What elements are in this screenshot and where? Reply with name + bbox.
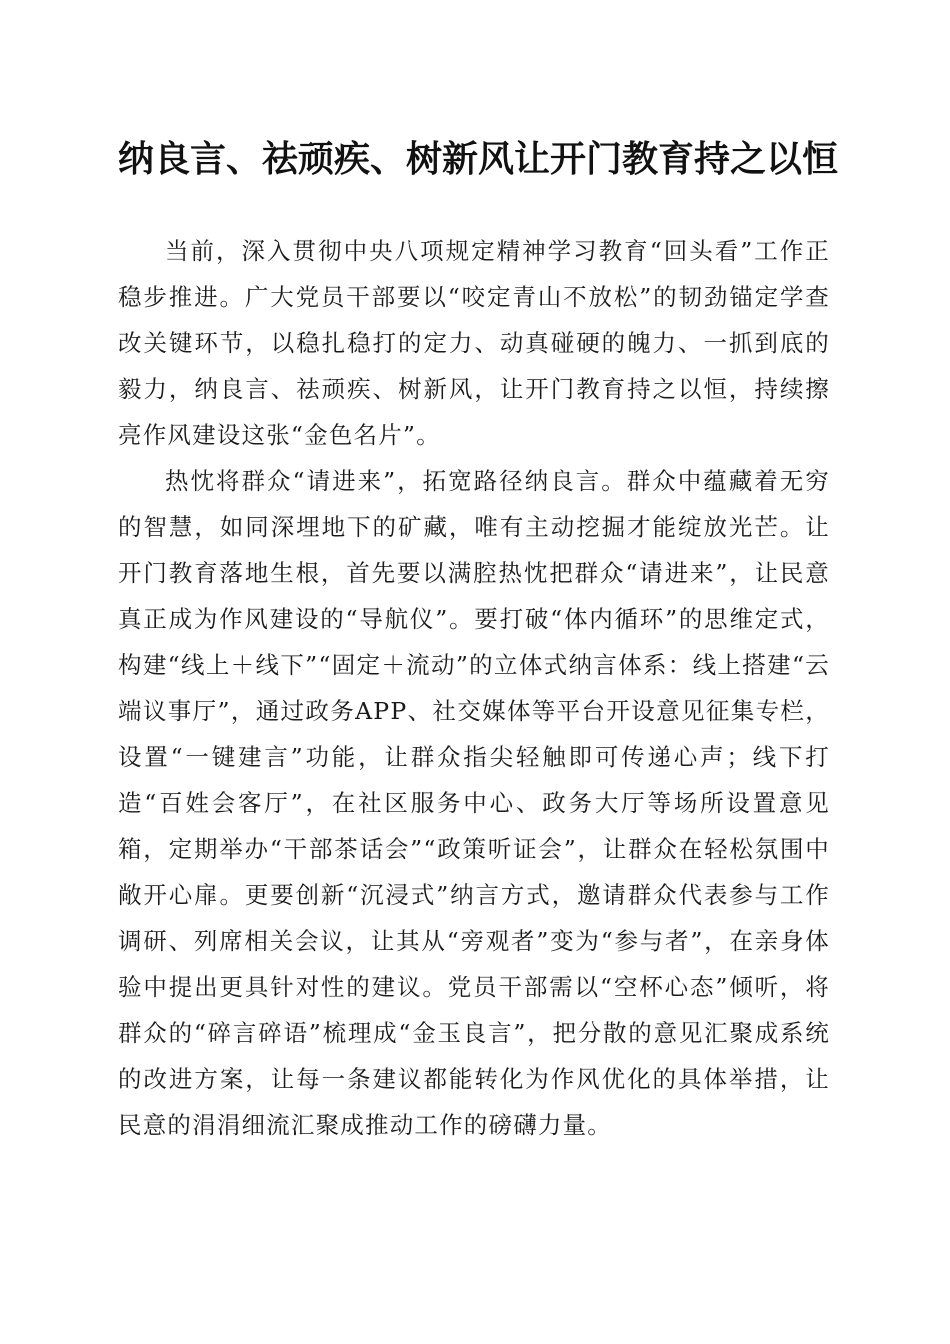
paragraph-intro: 当前，深入贯彻中央八项规定精神学习教育“回头看”工作正稳步推进。广大党员干部要以“咬定青山不放松”的韧劲锚定学查改关键环节，以稳扎稳打的定力、动真碰硬的魄力、一抓到底的毅力，纳良言、祛顽疾、树新风，让开门教育持之以恒，持续擦亮作风建设这张“金色名片”。 [118,237,830,449]
paragraph-invite-masses: 热忱将群众“请进来”，拓宽路径纳良言。群众中蕴藏着无穷的智慧，如同深埋地下的矿藏，唯有主动挖掘才能绽放光芒。让开门教育落地生根，首先要以满腔热忱把群众“请进来”，让民意真正成为作风建设的“导航仪”。要打破“体内循环”的思维定式，构建“线上＋线下”“固定＋流动”的立体式纳言体系：线上搭建“云端议事厅”，通过政务APP、社交媒体等平台开设意见征集专栏，设置“一键建言”功能，让群众指尖轻触即可传递心声；线下打造“百姓会客厅”，在社区服务中心、政务大厅等场所设置意见箱，定期举办“干部茶话会”“政策听证会”，让群众在轻松氛围中敞开心扉。更要创新“沉浸式”纳言方式，邀请群众代表参与工作调研、列席相关会议，让其从“旁观者”变为“参与者”，在亲身体验中提出更具针对性的建议。党员干部需以“空杯心态”倾听，将群众的“碎言碎语”梳理成“金玉良言”，把分散的意见汇聚成系统的改进方案，让每一条建议都能转化为作风优化的具体举措，让民意的涓涓细流汇聚成推动工作的磅礴力量。 [118,467,830,1139]
document-body [118,228,830,1148]
document-title: 纳良言、祛顽疾、树新风让开门教育持之以恒 [118,138,839,180]
